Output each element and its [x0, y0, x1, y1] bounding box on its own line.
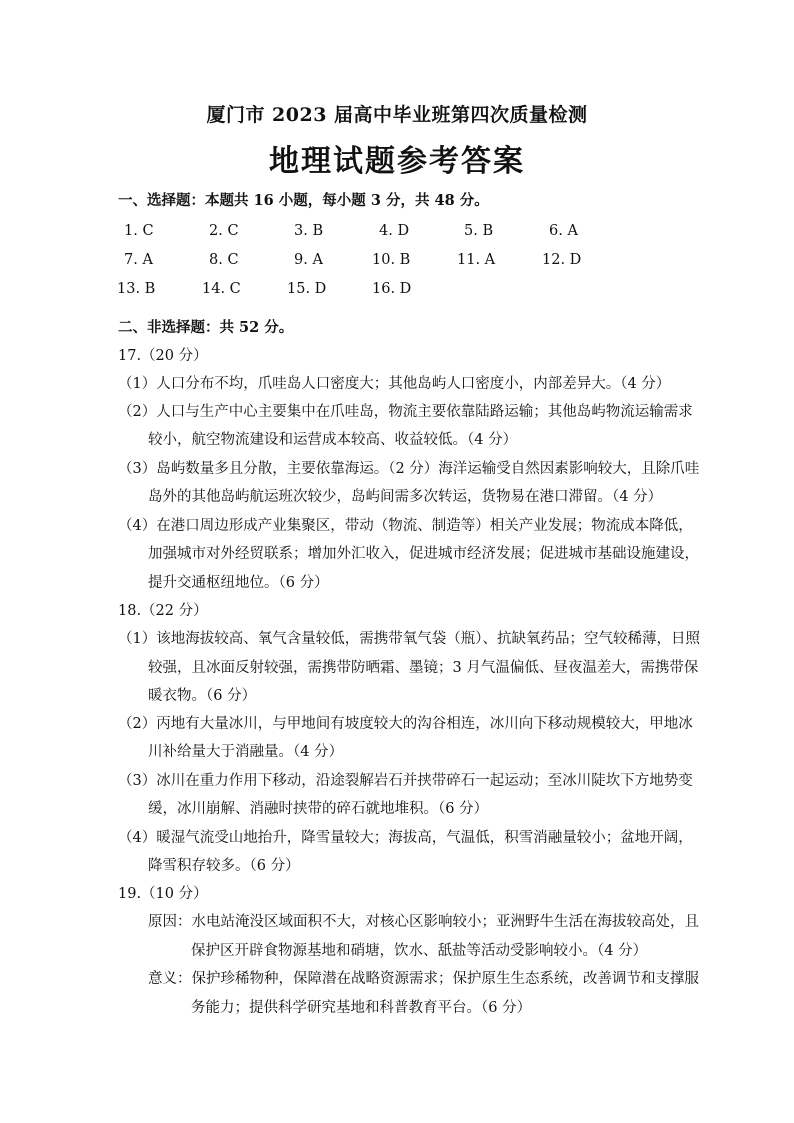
q18-line: 较强，且冰面反射较强，需携带防晒霜、墨镜；3 月气温偏低、昼夜温差大，需携带保 — [148, 660, 699, 676]
q17-label: 17.（20 分） — [118, 348, 208, 364]
mcq-answer: 3. B — [294, 223, 324, 239]
q18-line: 暖衣物。（6 分） — [148, 688, 257, 704]
mcq-answer: 4. D — [379, 223, 410, 239]
exam-title: 厦门市 2023 届高中毕业班第四次质量检测 — [206, 104, 588, 126]
mcq-answer: 12. D — [542, 252, 582, 268]
q19-line: 意义：保护珍稀物种，保障潜在战略资源需求；保护原生生态系统，改善调节和支撑服 — [148, 971, 699, 987]
q18-line: 降雪积存较多。（6 分） — [148, 858, 300, 874]
q18-line: 缓，冰川崩解、消融时挟带的碎石就地堆积。（6 分） — [148, 801, 489, 817]
mcq-answer: 16. D — [372, 281, 412, 297]
q18-line: （2）丙地有大量冰川，与甲地间有坡度较大的沟谷相连，冰川向下移动规模较大，甲地冰 — [118, 716, 693, 732]
mcq-answer: 6. A — [549, 223, 578, 239]
mcq-answer: 13. B — [117, 281, 156, 297]
q19-line: 保护区开辟食物源基地和硝塘，饮水、舐盐等活动受影响较小。（4 分） — [191, 943, 648, 959]
q17-line: 较小，航空物流建设和运营成本较高、收益较低。（4 分） — [148, 432, 518, 448]
mcq-answer: 11. A — [457, 252, 496, 268]
q17-line: （2）人口与生产中心主要集中在爪哇岛，物流主要依靠陆路运输；其他岛屿物流运输需求 — [118, 404, 693, 420]
q19-label: 19.（10 分） — [118, 886, 208, 902]
q19-line: 务能力；提供科学研究基地和科普教育平台。（6 分） — [191, 1000, 532, 1016]
mcq-answer: 7. A — [124, 252, 153, 268]
q17-line: （4）在港口周边形成产业集聚区，带动（物流、制造等）相关产业发展；物流成本降低， — [118, 518, 693, 534]
q18-line: （3）冰川在重力作用下移动，沿途裂解岩石并挟带碎石一起运动；至冰川陡坎下方地势变 — [118, 773, 693, 789]
q18-line: （1）该地海拔较高、氧气含量较低，需携带氧气袋（瓶）、抗缺氧药品；空气较稀薄，日照 — [118, 631, 700, 647]
mcq-answer: 15. D — [287, 281, 327, 297]
mcq-answer: 14. C — [202, 281, 241, 297]
q18-line: （4）暖湿气流受山地抬升，降雪量较大；海拔高，气温低，积雪消融量较小；盆地开阔， — [118, 830, 693, 846]
mcq-answer: 8. C — [209, 252, 239, 268]
mcq-answer: 2. C — [209, 223, 239, 239]
mcq-answer: 1. C — [124, 223, 154, 239]
q18-line: 川补给量大于消融量。（4 分） — [148, 744, 344, 760]
q17-line: 加强城市对外经贸联系；增加外汇收入，促进城市经济发展；促进城市基础设施建设， — [148, 546, 699, 562]
q17-line: 提升交通枢纽地位。（6 分） — [148, 575, 329, 591]
q19-line: 原因：水电站淹没区域面积不大，对核心区影响较小；亚洲野牛生活在海拔较高处，且 — [148, 914, 699, 930]
q18-label: 18.（22 分） — [118, 603, 208, 619]
q17-line: （3）岛屿数量多且分散，主要依靠海运。（2 分）海洋运输受自然因素影响较大，且除爪哇 — [118, 461, 700, 477]
mcq-answer: 9. A — [294, 252, 323, 268]
section1-heading: 一、选择题：本题共 16 小题，每小题 3 分，共 48 分。 — [118, 192, 489, 209]
mcq-answer: 5. B — [464, 223, 494, 239]
section2-heading: 二、非选择题：共 52 分。 — [118, 319, 294, 336]
q17-line: （1）人口分布不均，爪哇岛人口密度大；其他岛屿人口密度小，内部差异大。（4 分） — [118, 376, 671, 392]
q17-line: 岛外的其他岛屿航运班次较少，岛屿间需多次转运，货物易在港口滞留。（4 分） — [148, 489, 663, 505]
document-subtitle: 地理试题参考答案 — [269, 144, 525, 179]
mcq-answer: 10. B — [372, 252, 411, 268]
